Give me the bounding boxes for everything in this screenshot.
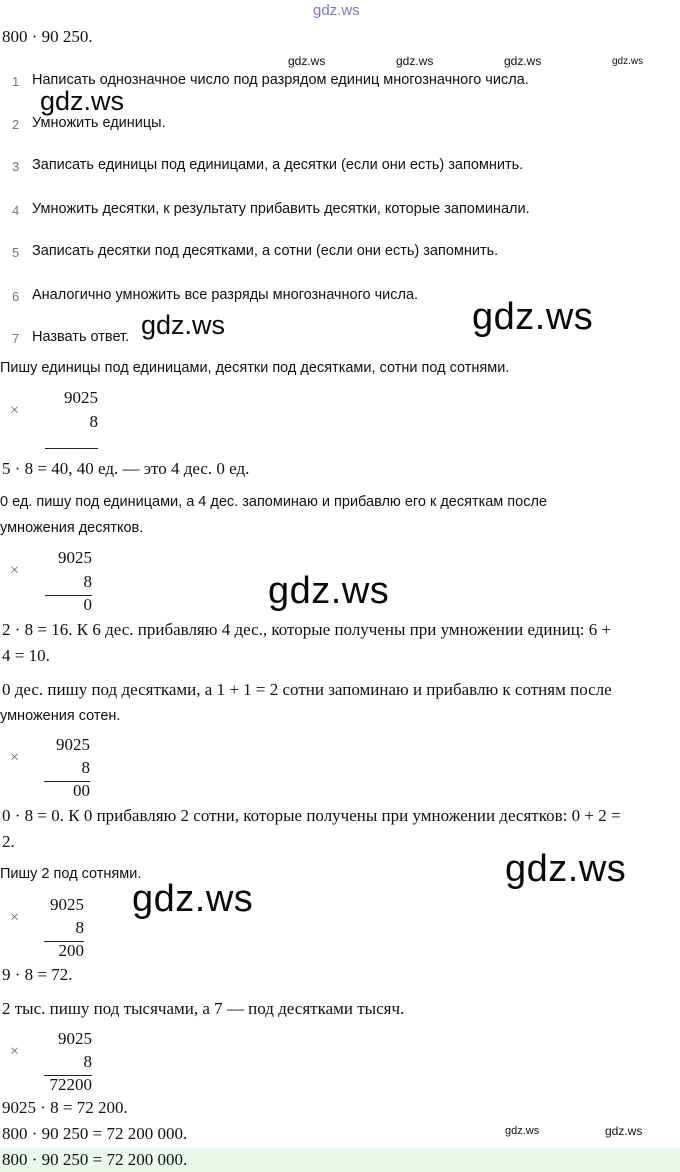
multiplier: 8 <box>75 918 84 937</box>
result-line <box>45 448 98 449</box>
step-text: Написать однозначное число под разрядом единиц многозначного числа. <box>32 72 529 88</box>
watermark: gdz.ws <box>141 310 226 340</box>
partial-result: 200 <box>58 941 84 960</box>
step-number: 5 <box>12 245 20 260</box>
multiply-sign: × <box>10 1043 20 1060</box>
step-number: 3 <box>12 159 20 174</box>
watermark: gdz.ws <box>288 54 326 68</box>
step-text: Записать единицы под единицами, а десятки (если они есть) запомнить. <box>32 157 524 173</box>
watermark: gdz.ws <box>40 86 125 116</box>
explanation-line: Пишу единицы под единицами, десятки под десятками, сотни под сотнями. <box>0 360 510 376</box>
explanation-line: умножения сотен. <box>0 708 121 724</box>
multiplicand: 9025 <box>56 735 90 754</box>
explanation-line: 800 · 90 250 = 72 200 000. <box>2 1124 188 1143</box>
multiplicand: 9025 <box>58 548 92 567</box>
step-number: 7 <box>12 331 20 346</box>
watermark: gdz.ws <box>472 296 594 338</box>
multiply-sign: × <box>10 562 20 579</box>
watermark-top: gdz.ws <box>313 2 360 19</box>
multiplicand: 9025 <box>58 1029 92 1048</box>
step-number: 6 <box>12 289 20 304</box>
watermark: gdz.ws <box>268 570 390 612</box>
explanation-line: умножения десятков. <box>0 520 144 536</box>
multiply-sign: × <box>10 402 20 419</box>
explanation-line: 5 · 8 = 40, 40 ед. — это 4 дес. 0 ед. <box>2 459 250 478</box>
step-text: Назвать ответ. <box>32 329 130 345</box>
multiply-sign: × <box>10 749 20 766</box>
multiply-sign: × <box>10 909 20 926</box>
multiplier: 8 <box>83 1052 92 1071</box>
watermark: gdz.ws <box>396 54 434 68</box>
explanation-line: 4 = 10. <box>2 646 50 665</box>
explanation-line: 0 ед. пишу под единицами, а 4 дес. запоминаю и прибавлю его к десяткам после <box>0 494 547 510</box>
explanation-line: 9 · 8 = 72. <box>2 965 73 984</box>
explanation-line: 0 · 8 = 0. К 0 прибавляю 2 сотни, которые получены при умножении десятков: 0 + 2 = <box>2 806 621 825</box>
explanation-line: 2 тыс. пишу под тысячами, а 7 — под десятками тысяч. <box>2 999 405 1018</box>
step-text: Умножить единицы. <box>32 115 166 131</box>
step-text: Записать десятки под десятками, а сотни (если они есть) запомнить. <box>32 243 499 259</box>
partial-result: 00 <box>73 781 90 800</box>
step-number: 1 <box>12 74 20 89</box>
multiplicand: 9025 <box>64 388 98 407</box>
step-text: Аналогично умножить все разряды многозначного числа. <box>32 287 419 303</box>
explanation-line: 0 дес. пишу под десятками, а 1 + 1 = 2 сотни запоминаю и прибавлю к сотням после <box>2 680 612 699</box>
explanation-line: 2 · 8 = 16. К 6 дес. прибавляю 4 дес., которые получены при умножении единиц: 6 + <box>2 620 612 639</box>
explanation-line: 9025 · 8 = 72 200. <box>2 1098 128 1117</box>
step-text: Умножить десятки, к результату прибавить десятки, которые запоминали. <box>32 201 530 217</box>
watermark: gdz.ws <box>504 54 542 68</box>
step-number: 2 <box>12 117 20 132</box>
final-result: 72200 <box>49 1075 92 1094</box>
watermark: gdz.ws <box>612 56 644 67</box>
explanation-line: 2. <box>2 832 15 851</box>
multiplier: 8 <box>83 572 92 591</box>
step-number: 4 <box>12 203 20 218</box>
watermark: gdz.ws <box>605 1124 643 1138</box>
watermark: gdz.ws <box>505 1125 540 1137</box>
multiplier: 8 <box>89 412 98 431</box>
partial-result: 0 <box>83 595 92 614</box>
multiplier: 8 <box>81 758 90 777</box>
watermark: gdz.ws <box>132 878 254 920</box>
explanation-line: Пишу 2 под сотнями. <box>0 866 142 882</box>
final-answer: 800 · 90 250 = 72 200 000. <box>2 1150 188 1169</box>
multiplicand: 9025 <box>50 895 84 914</box>
header-expression: 800 · 90 250. <box>2 27 93 46</box>
watermark: gdz.ws <box>505 848 627 890</box>
